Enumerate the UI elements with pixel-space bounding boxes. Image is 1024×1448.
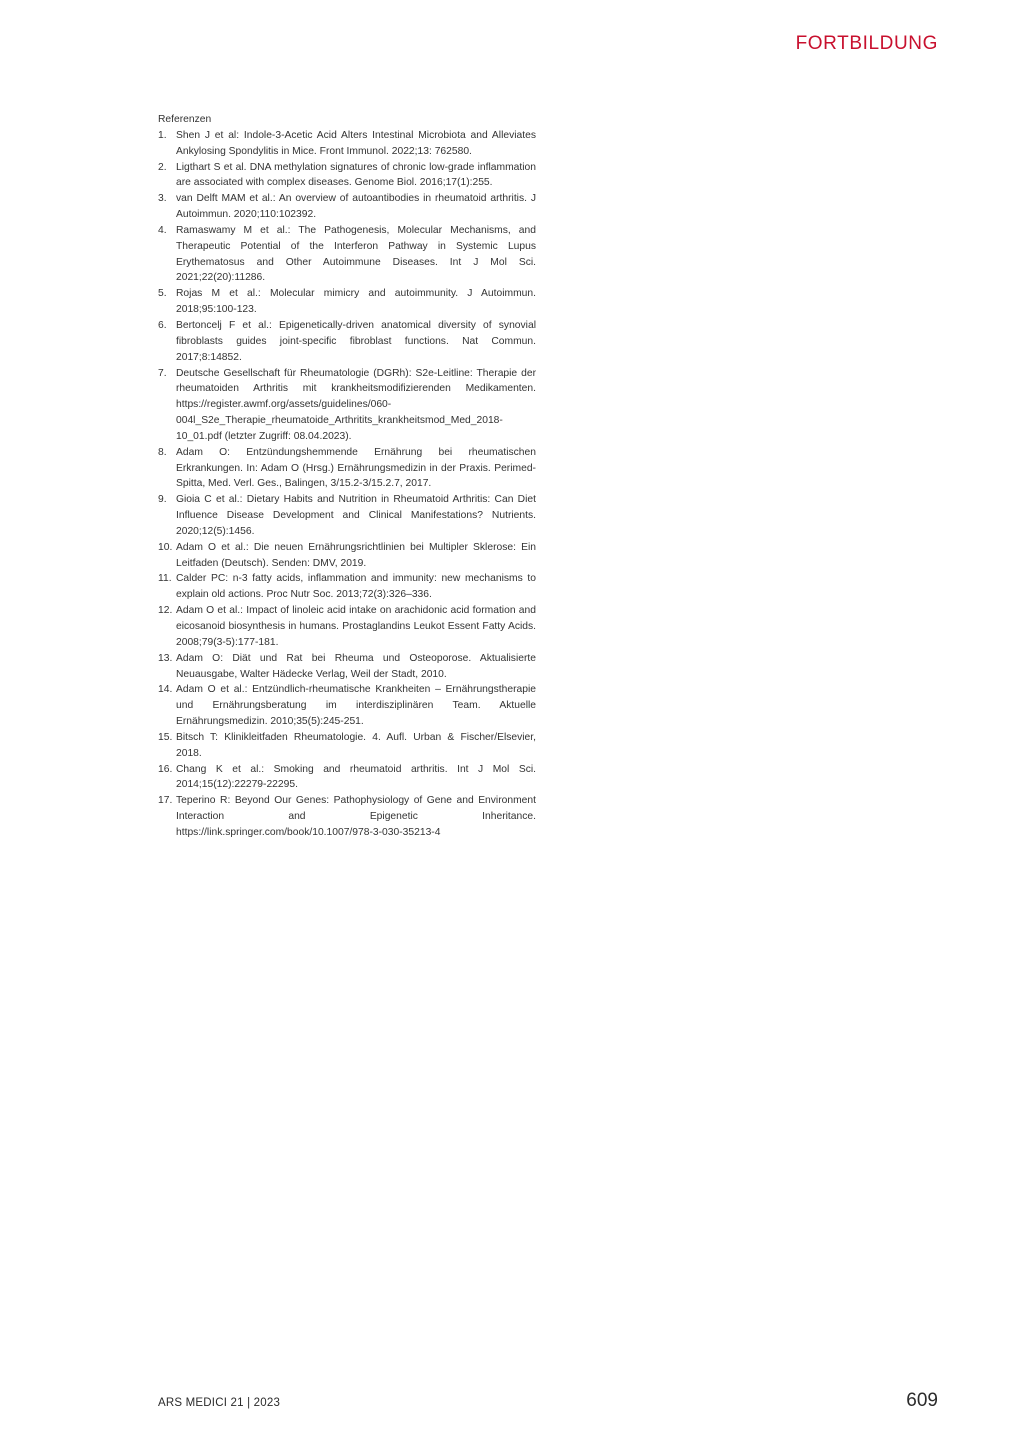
reference-number: 12. [158, 605, 173, 617]
reference-text: Adam O et al.: Die neuen Ernährungsrichtlinien bei Multipler Sklerose: Ein Leitfaden (Deutsch). Senden: DMV, 2019. [176, 541, 536, 569]
reference-text: Deutsche Gesellschaft für Rheumatologie (DGRh): S2e-Leitline: Therapie der rheumatoiden Arthritis mit krankheitsmodifizierenden Medikamenten. https://register.awmf.org/assets/guidelines/060-004l_S2e_Therapie_rheumatoide_Arthritits_krankheitsmod_Med_2018-10_01.pdf (letzter Zugriff: 08.04.2023). [176, 367, 536, 442]
reference-text: Calder PC: n-3 fatty acids, inflammation and immunity: new mechanisms to explain old actions. Proc Nutr Soc. 2013;72(3):326–336. [176, 573, 536, 601]
references-heading: Referenzen [158, 114, 212, 125]
reference-number: 9. [158, 494, 167, 506]
reference-item-5 [158, 286, 536, 318]
reference-item-6 [158, 318, 536, 366]
reference-item-11 [158, 571, 536, 603]
reference-number: 7. [158, 367, 167, 379]
reference-number: 4. [158, 224, 167, 236]
reference-item-16 [158, 762, 536, 794]
reference-text: Chang K et al.: Smoking and rheumatoid arthritis. Int J Mol Sci. 2014;15(12):22279-22295. [176, 763, 536, 791]
reference-text: Adam O et al.: Impact of linoleic acid intake on arachidonic acid formation and eicosanoid biosynthesis in humans. Prostaglandins Leukot Essent Fatty Acids. 2008;79(3-5):177-181. [176, 605, 536, 648]
reference-text: Ramaswamy M et al.: The Pathogenesis, Molecular Mechanisms, and Therapeutic Potential of the Interferon Pathway in Systemic Lupus Erythematosus and Other Autoimmune Diseases. Int J Mol Sci. 2021;22(20):11286. [176, 224, 536, 284]
reference-text: Adam O et al.: Entzündlich-rheumatische Krankheiten – Ernährungstherapie und Ernährungsberatung im interdisziplinären Team. Aktuelle Ernährungsmedizin. 2010;35(5):245-251. [176, 684, 536, 728]
reference-number: 15. [158, 731, 173, 743]
reference-item-13 [158, 651, 536, 683]
reference-item-9 [158, 492, 536, 540]
reference-text: Bitsch T: Klinikleitfaden Rheumatologie. 4. Aufl. Urban & Fischer/Elsevier, 2018. [176, 731, 536, 759]
reference-item-3 [158, 191, 536, 223]
reference-item-10 [158, 540, 536, 572]
references-list [158, 128, 536, 841]
reference-number: 5. [158, 288, 167, 300]
reference-text: Shen J et al: Indole-3-Acetic Acid Alters Intestinal Microbiota and Alleviates Ankylosing Spondylitis in Mice. Front Immunol. 2022;13: 762580. [176, 129, 536, 157]
reference-text: Adam O: Entzündungshemmende Ernährung bei rheumatischen Erkrankungen. In: Adam O (Hrsg.) Ernährungsmedizin in der Praxis. Perimed-Spitta, Med. Verl. Ges., Balingen, 3/15.2-3/15.2.7, 2017. [176, 446, 536, 490]
reference-text: Ligthart S et al. DNA methylation signatures of chronic low-grade inflammation are associated with complex diseases. Genome Biol. 2016;17(1):255. [176, 161, 536, 189]
reference-item-14 [158, 682, 536, 730]
footer-journal-info: ARS MEDICI 21 | 2023 [158, 1397, 281, 1409]
reference-item-12 [158, 603, 536, 651]
section-title: FORTBILDUNG [795, 33, 938, 54]
references-section [158, 112, 536, 841]
reference-number: 14. [158, 684, 173, 696]
reference-number: 13. [158, 652, 173, 664]
reference-text: Rojas M et al.: Molecular mimicry and autoimmunity. J Autoimmun. 2018;95:100-123. [176, 288, 536, 316]
page-number: 609 [906, 1390, 938, 1411]
reference-number: 10. [158, 541, 173, 553]
reference-number: 3. [158, 193, 167, 205]
reference-item-15 [158, 730, 536, 762]
reference-item-4 [158, 223, 536, 286]
reference-number: 17. [158, 795, 173, 807]
reference-text: van Delft MAM et al.: An overview of autoantibodies in rheumatoid arthritis. J Autoimmun. 2020;110:102392. [176, 193, 536, 221]
reference-item-8 [158, 445, 536, 493]
reference-text: Bertoncelj F et al.: Epigenetically-driven anatomical diversity of synovial fibroblasts guides joint-specific fibroblast functions. Nat Commun. 2017;8:14852. [176, 319, 536, 363]
reference-item-17 [158, 793, 536, 841]
reference-number: 2. [158, 161, 167, 173]
reference-number: 11. [158, 573, 172, 585]
reference-item-2 [158, 160, 536, 192]
reference-number: 6. [158, 319, 167, 331]
reference-text: Teperino R: Beyond Our Genes: Pathophysiology of Gene and Environment Interaction and Epigenetic Inheritance. https://link.springer.com/book/10.1007/978-3-030-35213-4 [176, 795, 536, 838]
reference-text: Gioia C et al.: Dietary Habits and Nutrition in Rheumatoid Arthritis: Can Diet Influence Disease Development and Clinical Manifestations? Nutrients. 2020;12(5):1456. [176, 494, 536, 537]
reference-item-7 [158, 366, 536, 445]
reference-number: 8. [158, 446, 167, 458]
reference-text: Adam O: Diät und Rat bei Rheuma und Osteoporose. Aktualisierte Neuausgabe, Walter Hädecke Verlag, Weil der Stadt, 2010. [176, 652, 536, 680]
reference-number: 16. [158, 763, 173, 775]
reference-item-1 [158, 128, 536, 160]
reference-number: 1. [158, 129, 167, 141]
